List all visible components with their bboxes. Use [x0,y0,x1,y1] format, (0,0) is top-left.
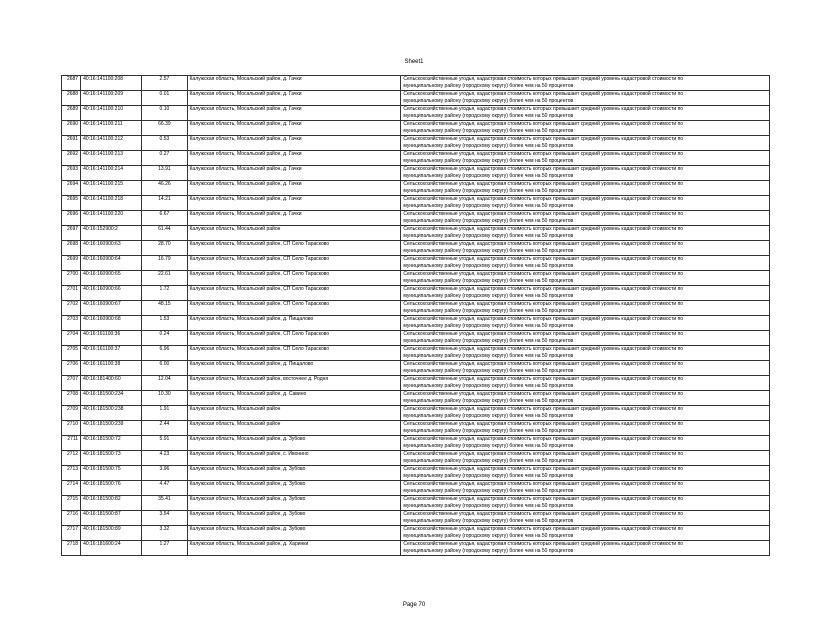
description-line-1: Сельскохозяйственные угодья, кадастровая стоимость которых превышает средний уровень кадастровой стоимости по [403,181,684,187]
address-cell: Калужская область, Мосальский район, д. Харинки [187,541,401,556]
table-row [62,421,770,436]
category-description-cell [401,106,770,121]
table-row [62,436,770,451]
table-row [62,121,770,136]
cadastral-number-cell: 40:16:181500:72 [81,436,142,451]
description-line-2: муниципальному району (городскому округу) более чем на 50 процентов [403,233,574,239]
address-cell: Калужская область, Мосальский район, восточнее д. Родня [187,376,401,391]
category-description-cell [401,526,770,541]
cadastral-number-cell: 40:16:181500:89 [81,526,142,541]
cadastral-number-cell: 40:16:141100:209 [81,91,142,106]
row-number-cell: 2707 [62,376,81,391]
table-row [62,391,770,406]
description-line-2: муниципальному району (городскому округу) более чем на 50 процентов [403,518,574,524]
table-row [62,526,770,541]
category-description-cell [401,286,770,301]
cadastral-number-cell: 40:16:161100:36 [81,331,142,346]
area-cell: 3.96 [142,466,187,481]
row-number-cell: 2711 [62,436,81,451]
category-description-cell [401,451,770,466]
cadastral-number-cell: 40:16:141100:213 [81,151,142,166]
table-row [62,511,770,526]
address-cell: Калужская область, Мосальский район, СП Село Тарасково [187,331,401,346]
address-cell: Калужская область, Мосальский район [187,406,401,421]
description-line-2: муниципальному району (городскому округу) более чем на 50 процентов [403,128,574,134]
address-cell: Калужская область, Мосальский район, д. Зубово [187,466,401,481]
area-cell: 1.53 [142,316,187,331]
address-cell: Калужская область, Мосальский район, д. Гачки [187,211,401,226]
category-description-cell [401,166,770,181]
description-line-2: муниципальному району (городскому округу) более чем на 50 процентов [403,488,574,494]
cadastral-number-cell: 40:16:141100:211 [81,121,142,136]
address-cell: Калужская область, Мосальский район, д. Гачки [187,91,401,106]
description-line-1: Сельскохозяйственные угодья, кадастровая стоимость которых превышает средний уровень кадастровой стоимости по [403,136,684,142]
description-line-1: Сельскохозяйственные угодья, кадастровая стоимость которых превышает средний уровень кадастровой стоимости по [403,121,684,127]
category-description-cell [401,436,770,451]
address-cell: Калужская область, Мосальский район, д. Гачки [187,181,401,196]
area-cell: 22.61 [142,271,187,286]
sheet-title: Sheet1 [404,59,424,65]
table-row [62,541,770,556]
row-number-cell: 2709 [62,406,81,421]
category-description-cell [401,376,770,391]
address-cell: Калужская область, Мосальский район, СП Село Тарасково [187,256,401,271]
row-number-cell: 2712 [62,451,81,466]
address-cell: Калужская область, Мосальский район, д. Гачки [187,121,401,136]
description-line-1: Сельскохозяйственные угодья, кадастровая стоимость которых превышает средний уровень кадастровой стоимости по [403,151,684,157]
address-cell: Калужская область, Мосальский район, СП Село Тарасково [187,286,401,301]
area-cell: 6.96 [142,346,187,361]
address-cell: Калужская область, Мосальский район, СП Село Тарасково [187,301,401,316]
area-cell: 13.91 [142,166,187,181]
description-line-1: Сельскохозяйственные угодья, кадастровая стоимость которых превышает средний уровень кадастровой стоимости по [403,406,684,412]
row-number-cell: 2688 [62,91,81,106]
table-row [62,316,770,331]
description-line-2: муниципальному району (городскому округу) более чем на 50 процентов [403,248,574,254]
area-cell: 0.01 [142,91,187,106]
description-line-1: Сельскохозяйственные угодья, кадастровая стоимость которых превышает средний уровень кадастровой стоимости по [403,271,684,277]
table-row [62,181,770,196]
address-cell: Калужская область, Мосальский район, д. Гачки [187,196,401,211]
cadastral-number-cell: 40:16:160900:67 [81,301,142,316]
description-line-2: муниципальному району (городскому округу) более чем на 50 процентов [403,173,574,179]
category-description-cell [401,391,770,406]
table-row [62,301,770,316]
row-number-cell: 2687 [62,76,81,91]
description-line-2: муниципальному району (городскому округу) более чем на 50 процентов [403,263,574,269]
cadastral-number-cell: 40:16:181500:82 [81,496,142,511]
area-cell: 46.26 [142,181,187,196]
category-description-cell [401,241,770,256]
category-description-cell [401,361,770,376]
area-cell: 3.54 [142,511,187,526]
area-cell: 2.57 [142,76,187,91]
area-cell: 12.04 [142,376,187,391]
row-number-cell: 2690 [62,121,81,136]
row-number-cell: 2705 [62,346,81,361]
description-line-1: Сельскохозяйственные угодья, кадастровая стоимость которых превышает средний уровень кадастровой стоимости по [403,286,684,292]
category-description-cell [401,511,770,526]
category-description-cell [401,496,770,511]
description-line-1: Сельскохозяйственные угодья, кадастровая стоимость которых превышает средний уровень кадастровой стоимости по [403,91,684,97]
description-line-2: муниципальному району (городскому округу) более чем на 50 процентов [403,203,574,209]
description-line-2: муниципальному району (городскому округу) более чем на 50 процентов [403,113,574,119]
row-number-cell: 2693 [62,166,81,181]
row-number-cell: 2708 [62,391,81,406]
address-cell: Калужская область, Мосальский район, СП Село Тарасково [187,241,401,256]
description-line-2: муниципальному району (городскому округу) более чем на 50 процентов [403,158,574,164]
table-row [62,466,770,481]
row-number-cell: 2717 [62,526,81,541]
row-number-cell: 2715 [62,496,81,511]
category-description-cell [401,151,770,166]
address-cell: Калужская область, Мосальский район, д. Гачки [187,166,401,181]
table-row [62,286,770,301]
description-line-1: Сельскохозяйственные угодья, кадастровая стоимость которых превышает средний уровень кадастровой стоимости по [403,211,684,217]
row-number-cell: 2701 [62,286,81,301]
row-number-cell: 2713 [62,466,81,481]
area-cell: 0.53 [142,136,187,151]
description-line-2: муниципальному району (городскому округу) более чем на 50 процентов [403,443,574,449]
row-number-cell: 2696 [62,211,81,226]
row-number-cell: 2699 [62,256,81,271]
row-number-cell: 2714 [62,481,81,496]
description-line-2: муниципальному району (городскому округу) более чем на 50 процентов [403,473,574,479]
table-row [62,211,770,226]
address-cell: Калужская область, Мосальский район, с. Ивонино [187,451,401,466]
table-row [62,331,770,346]
table-row [62,166,770,181]
table-row [62,406,770,421]
category-description-cell [401,421,770,436]
row-number-cell: 2704 [62,331,81,346]
description-line-2: муниципальному району (городскому округу) более чем на 50 процентов [403,98,574,104]
description-line-2: муниципальному району (городскому округу) более чем на 50 процентов [403,188,574,194]
table-row [62,76,770,91]
area-cell: 2.44 [142,421,187,436]
description-line-1: Сельскохозяйственные угодья, кадастровая стоимость которых превышает средний уровень кадастровой стоимости по [403,436,684,442]
address-cell: Калужская область, Мосальский район, д. Пищалово [187,361,401,376]
description-line-2: муниципальному району (городскому округу) более чем на 50 процентов [403,533,574,539]
area-cell: 1.27 [142,541,187,556]
row-number-cell: 2706 [62,361,81,376]
area-cell: 6.00 [142,361,187,376]
description-line-1: Сельскохозяйственные угодья, кадастровая стоимость которых превышает средний уровень кадастровой стоимости по [403,496,684,502]
description-line-1: Сельскохозяйственные угодья, кадастровая стоимость которых превышает средний уровень кадастровой стоимости по [403,226,684,232]
address-cell: Калужская область, Мосальский район, д. Зубово [187,511,401,526]
address-cell: Калужская область, Мосальский район, д. Савино [187,391,401,406]
cadastral-number-cell: 40:16:141100:215 [81,181,142,196]
address-cell: Калужская область, Мосальский район, СП Село Тарасково [187,271,401,286]
category-description-cell [401,76,770,91]
cadastral-number-cell: 40:16:181500:75 [81,466,142,481]
category-description-cell [401,181,770,196]
description-line-2: муниципальному району (городскому округу) более чем на 50 процентов [403,218,574,224]
cadastral-number-cell: 40:16:141100:218 [81,196,142,211]
row-number-cell: 2702 [62,301,81,316]
row-number-cell: 2700 [62,271,81,286]
cadastral-number-cell: 40:16:160900:63 [81,241,142,256]
category-description-cell [401,481,770,496]
table-row [62,196,770,211]
area-cell: 35.41 [142,496,187,511]
address-cell: Калужская область, Мосальский район, д. Гачки [187,76,401,91]
area-cell: 4.47 [142,481,187,496]
address-cell: Калужская область, Мосальский район, д. Зубово [187,526,401,541]
category-description-cell [401,271,770,286]
category-description-cell [401,121,770,136]
row-number-cell: 2698 [62,241,81,256]
area-cell: 0.24 [142,331,187,346]
address-cell: Калужская область, Мосальский район, д. Гачки [187,136,401,151]
table-row [62,151,770,166]
description-line-1: Сельскохозяйственные угодья, кадастровая стоимость которых превышает средний уровень кадастровой стоимости по [403,196,684,202]
category-description-cell [401,346,770,361]
cadastral-number-cell: 40:16:181500:239 [81,421,142,436]
cadastral-number-cell: 40:16:181500:87 [81,511,142,526]
description-line-1: Сельскохозяйственные угодья, кадастровая стоимость которых превышает средний уровень кадастровой стоимости по [403,106,684,112]
category-description-cell [401,301,770,316]
cadastral-number-cell: 40:16:181500:234 [81,391,142,406]
description-line-1: Сельскохозяйственные угодья, кадастровая стоимость которых превышает средний уровень кадастровой стоимости по [403,346,684,352]
area-cell: 5.91 [142,436,187,451]
description-line-1: Сельскохозяйственные угодья, кадастровая стоимость которых превышает средний уровень кадастровой стоимости по [403,376,684,382]
description-line-1: Сельскохозяйственные угодья, кадастровая стоимость которых превышает средний уровень кадастровой стоимости по [403,256,684,262]
cadastral-number-cell: 40:16:141100:210 [81,106,142,121]
cadastral-number-cell: 40:16:160900:64 [81,256,142,271]
description-line-2: муниципальному району (городскому округу) более чем на 50 процентов [403,413,574,419]
description-line-2: муниципальному району (городскому округу) более чем на 50 процентов [403,308,574,314]
cadastral-number-cell: 40:16:141100:208 [81,76,142,91]
table-row [62,481,770,496]
category-description-cell [401,226,770,241]
table-row [62,226,770,241]
category-description-cell [401,91,770,106]
area-cell: 1.91 [142,406,187,421]
address-cell: Калужская область, Мосальский район, д. Гачки [187,151,401,166]
table-row [62,256,770,271]
category-description-cell [401,466,770,481]
description-line-1: Сельскохозяйственные угодья, кадастровая стоимость которых превышает средний уровень кадастровой стоимости по [403,241,684,247]
description-line-1: Сельскохозяйственные угодья, кадастровая стоимость которых превышает средний уровень кадастровой стоимости по [403,331,684,337]
area-cell: 6.67 [142,211,187,226]
row-number-cell: 2694 [62,181,81,196]
row-number-cell: 2697 [62,226,81,241]
description-line-2: муниципальному району (городскому округу) более чем на 50 процентов [403,503,574,509]
address-cell: Калужская область, Мосальский район, д. Зубово [187,496,401,511]
description-line-1: Сельскохозяйственные угодья, кадастровая стоимость которых превышает средний уровень кадастровой стоимости по [403,526,684,532]
table-row [62,361,770,376]
cadastral-number-cell: 40:16:181500:73 [81,451,142,466]
description-line-1: Сельскохозяйственные угодья, кадастровая стоимость которых превышает средний уровень кадастровой стоимости по [403,541,684,547]
cadastral-number-cell: 40:16:141100:212 [81,136,142,151]
category-description-cell [401,331,770,346]
row-number-cell: 2691 [62,136,81,151]
table-row [62,106,770,121]
description-line-1: Сельскохозяйственные угодья, кадастровая стоимость которых превышает средний уровень кадастровой стоимости по [403,301,684,307]
category-description-cell [401,196,770,211]
description-line-2: муниципальному району (городскому округу) более чем на 50 процентов [403,398,574,404]
area-cell: 0.10 [142,106,187,121]
description-line-2: муниципальному району (городскому округу) более чем на 50 процентов [403,458,574,464]
area-cell: 3.32 [142,526,187,541]
cadastral-number-cell: 40:16:141100:220 [81,211,142,226]
description-line-2: муниципальному району (городскому округу) более чем на 50 процентов [403,293,574,299]
cadastral-number-cell: 40:16:161100:37 [81,346,142,361]
area-cell: 1.72 [142,286,187,301]
description-line-1: Сельскохозяйственные угодья, кадастровая стоимость которых превышает средний уровень кадастровой стоимости по [403,316,684,322]
cadastral-number-cell: 40:16:161100:38 [81,361,142,376]
table-row [62,451,770,466]
table-row [62,271,770,286]
description-line-1: Сельскохозяйственные угодья, кадастровая стоимость которых превышает средний уровень кадастровой стоимости по [403,451,684,457]
cadastral-number-cell: 40:16:181500:238 [81,406,142,421]
row-number-cell: 2718 [62,541,81,556]
table-row [62,376,770,391]
table-row [62,91,770,106]
address-cell: Калужская область, Мосальский район [187,421,401,436]
category-description-cell [401,256,770,271]
table-row [62,241,770,256]
description-line-2: муниципальному району (городскому округу) более чем на 50 процентов [403,368,574,374]
area-cell: 14.21 [142,196,187,211]
description-line-1: Сельскохозяйственные угодья, кадастровая стоимость которых превышает средний уровень кадастровой стоимости по [403,421,684,427]
cadastral-number-cell: 40:16:181400:60 [81,376,142,391]
row-number-cell: 2692 [62,151,81,166]
cadastral-number-cell: 40:16:160900:68 [81,316,142,331]
description-line-1: Сельскохозяйственные угодья, кадастровая стоимость которых превышает средний уровень кадастровой стоимости по [403,391,684,397]
cadastral-number-cell: 40:16:160900:66 [81,286,142,301]
area-cell: 0.27 [142,151,187,166]
table-row [62,346,770,361]
row-number-cell: 2716 [62,511,81,526]
description-line-1: Сельскохозяйственные угодья, кадастровая стоимость которых превышает средний уровень кадастровой стоимости по [403,361,684,367]
row-number-cell: 2710 [62,421,81,436]
address-cell: Калужская область, Мосальский район [187,226,401,241]
description-line-1: Сельскохозяйственные угодья, кадастровая стоимость которых превышает средний уровень кадастровой стоимости по [403,166,684,172]
address-cell: Калужская область, Мосальский район, д. Гачки [187,106,401,121]
description-line-2: муниципальному району (городскому округу) более чем на 50 процентов [403,383,574,389]
table-row [62,496,770,511]
row-number-cell: 2703 [62,316,81,331]
category-description-cell [401,136,770,151]
cadastral-number-cell: 40:16:181500:76 [81,481,142,496]
category-description-cell [401,541,770,556]
address-cell: Калужская область, Мосальский район, д. Пищалово [187,316,401,331]
address-cell: Калужская область, Мосальский район, д. Зубово [187,436,401,451]
description-line-1: Сельскохозяйственные угодья, кадастровая стоимость которых превышает средний уровень кадастровой стоимости по [403,511,684,517]
area-cell: 48.15 [142,301,187,316]
address-cell: Калужская область, Мосальский район, СП Село Тарасково [187,346,401,361]
category-description-cell [401,406,770,421]
cadastral-number-cell: 40:16:181600:24 [81,541,142,556]
page-number: Page 70 [402,602,426,608]
cadastral-number-cell: 40:16:152900:2 [81,226,142,241]
description-line-2: муниципальному району (городскому округу) более чем на 50 процентов [403,428,574,434]
category-description-cell [401,211,770,226]
area-cell: 16.79 [142,256,187,271]
cadastral-number-cell: 40:16:141100:214 [81,166,142,181]
area-cell: 61.44 [142,226,187,241]
row-number-cell: 2695 [62,196,81,211]
address-cell: Калужская область, Мосальский район, д. Зубово [187,481,401,496]
area-cell: 4.23 [142,451,187,466]
category-description-cell [401,316,770,331]
table-body [62,76,770,556]
table-row [62,136,770,151]
land-plots-table [61,75,770,556]
description-line-2: муниципальному району (городскому округу) более чем на 50 процентов [403,278,574,284]
description-line-1: Сельскохозяйственные угодья, кадастровая стоимость которых превышает средний уровень кадастровой стоимости по [403,76,684,82]
area-cell: 28.70 [142,241,187,256]
description-line-2: муниципальному району (городскому округу) более чем на 50 процентов [403,143,574,149]
description-line-2: муниципальному району (городскому округу) более чем на 50 процентов [403,338,574,344]
description-line-2: муниципальному району (городскому округу) более чем на 50 процентов [403,83,574,89]
cadastral-number-cell: 40:16:160900:65 [81,271,142,286]
area-cell: 66.39 [142,121,187,136]
description-line-2: муниципальному району (городскому округу) более чем на 50 процентов [403,323,574,329]
description-line-2: муниципальному району (городскому округу) более чем на 50 процентов [403,353,574,359]
area-cell: 10.30 [142,391,187,406]
row-number-cell: 2689 [62,106,81,121]
description-line-2: муниципальному району (городскому округу) более чем на 50 процентов [403,548,574,554]
description-line-1: Сельскохозяйственные угодья, кадастровая стоимость которых превышает средний уровень кадастровой стоимости по [403,481,684,487]
description-line-1: Сельскохозяйственные угодья, кадастровая стоимость которых превышает средний уровень кадастровой стоимости по [403,466,684,472]
